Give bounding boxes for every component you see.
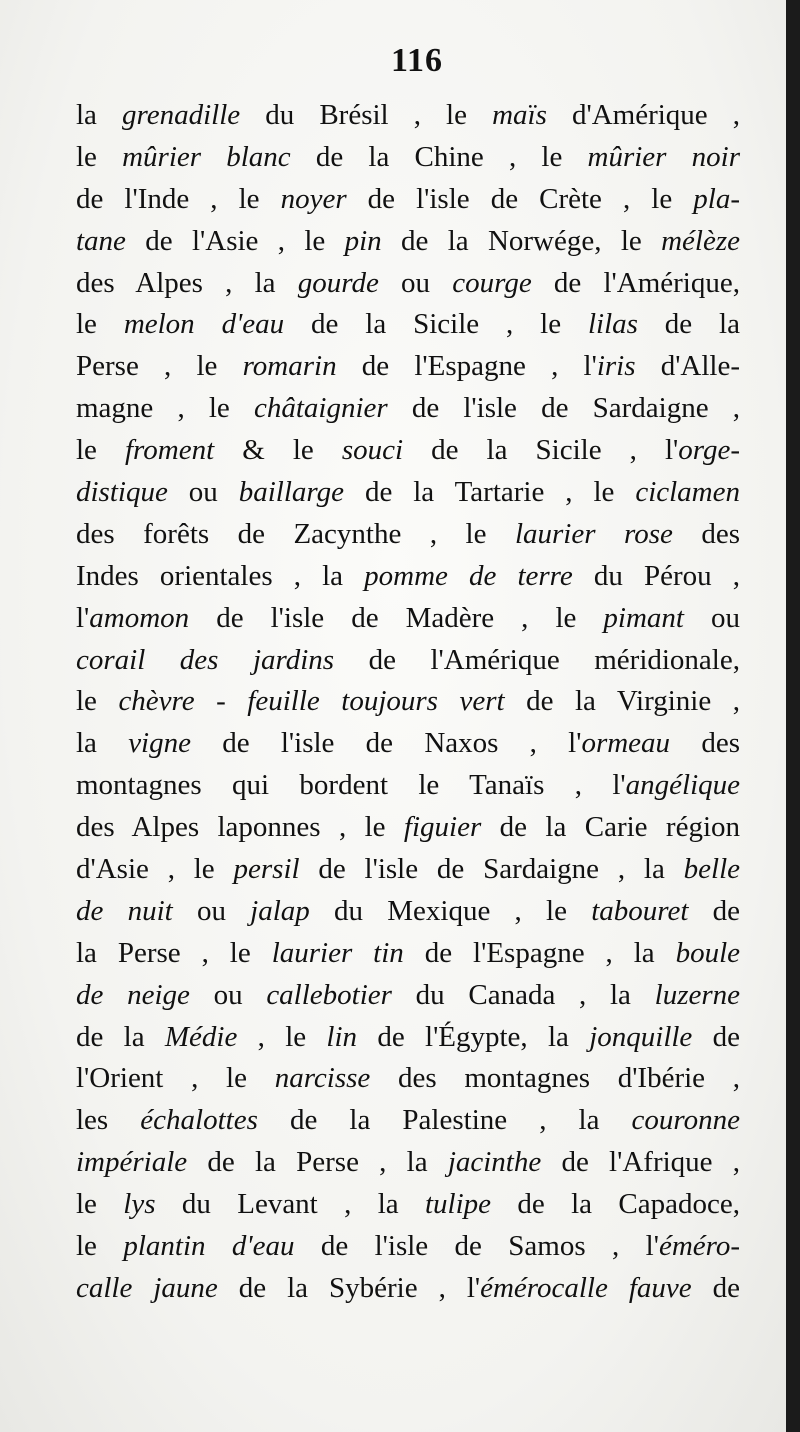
text-segment: des Alpes , la: [76, 266, 298, 299]
text-line: [76, 849, 740, 891]
italic-plant-name: melon d'eau: [123, 308, 285, 341]
text-line: [76, 221, 740, 263]
italic-plant-name: figuier: [403, 811, 482, 844]
text-segment: de la: [76, 1020, 165, 1053]
text-line: [76, 179, 740, 221]
text-segment: de: [691, 1271, 741, 1304]
text-segment: la Perse , le: [76, 936, 272, 969]
italic-plant-name: mûrier noir: [587, 140, 740, 173]
text-segment: de l'isle de Crète , le: [346, 182, 694, 215]
italic-plant-name: lys: [123, 1188, 156, 1221]
italic-plant-name: échalottes: [140, 1104, 258, 1137]
text-segment: d'Asie , le: [76, 853, 234, 886]
italic-plant-name: vigne: [128, 727, 191, 760]
text-segment: de l'isle de Sardaigne ,: [387, 392, 740, 425]
text-line: [76, 598, 740, 640]
italic-plant-name: tane: [76, 224, 126, 257]
italic-plant-name: froment: [125, 434, 215, 467]
text-segment: ou: [378, 266, 453, 299]
text-segment: du Mexique , le: [309, 894, 592, 927]
page-number: 116: [390, 42, 444, 79]
text-segment: de: [692, 1020, 740, 1053]
text-segment: de la Palestine , la: [257, 1104, 632, 1137]
text-line: [76, 723, 740, 765]
text-segment: de la Virginie ,: [504, 685, 740, 718]
italic-plant-name: de nuit: [76, 894, 173, 927]
italic-plant-name: baillarge: [238, 476, 344, 509]
italic-plant-name: persil: [233, 853, 300, 886]
text-segment: les: [76, 1104, 141, 1137]
text-segment: magne , le: [76, 392, 254, 425]
italic-plant-name: distique: [76, 476, 168, 509]
italic-plant-name: mûrier blanc: [122, 140, 291, 173]
text-segment: Indes orientales , la: [76, 559, 365, 592]
text-segment: ou: [172, 894, 251, 927]
text-segment: du Brésil , le: [240, 99, 493, 131]
text-segment: de l'Espagne , l': [336, 350, 597, 383]
italic-plant-name: laurier rose: [514, 517, 673, 550]
italic-plant-name: luzerne: [654, 978, 741, 1011]
text-segment: de l'Amérique,: [531, 266, 740, 299]
italic-plant-name: jacinthe: [447, 1146, 542, 1179]
text-segment: montagnes qui bordent le Tanaïs , l': [76, 769, 626, 802]
text-segment: le: [76, 434, 125, 467]
text-segment: de la Norwége, le: [381, 224, 662, 257]
text-segment: de la Chine , le: [290, 140, 588, 173]
italic-plant-name: amomon: [89, 601, 190, 634]
text-segment: de l'Égypte, la: [357, 1020, 590, 1053]
text-segment: de la Sybérie , l': [217, 1271, 481, 1304]
italic-plant-name: iris: [596, 350, 636, 383]
text-segment: le: [76, 1230, 124, 1263]
italic-plant-name: impériale: [76, 1146, 188, 1179]
text-segment: de l'isle de Samos , l': [294, 1230, 659, 1263]
text-segment: des Alpes laponnes , le: [76, 811, 404, 844]
text-segment: le: [76, 140, 123, 173]
text-segment: de la Carie région: [481, 811, 741, 844]
italic-plant-name: courge: [452, 266, 532, 299]
text-line: [76, 514, 740, 556]
italic-plant-name: jonquille: [589, 1020, 693, 1053]
text-segment: de la Perse , la: [187, 1146, 448, 1179]
italic-plant-name: ormeau: [581, 727, 671, 760]
italic-plant-name: pomme de terre: [364, 559, 573, 592]
page-gutter-shadow: [786, 0, 800, 1432]
text-line: [76, 1184, 740, 1226]
text-segment: d'Amérique ,: [546, 99, 740, 131]
text-segment: la: [76, 99, 123, 131]
italic-plant-name: plantin d'eau: [123, 1230, 295, 1263]
text-segment: le: [76, 685, 119, 718]
text-segment: & le: [214, 434, 342, 467]
text-segment: , le: [237, 1020, 327, 1053]
text-segment: de la Tartarie , le: [344, 476, 636, 509]
text-segment: de l'Espagne , la: [403, 936, 676, 969]
text-line: [76, 681, 740, 723]
italic-plant-name: lin: [326, 1020, 358, 1053]
text-segment: de la Sicile , le: [284, 308, 588, 341]
italic-plant-name: ciclamen: [635, 476, 740, 509]
text-line: [76, 1142, 740, 1184]
italic-plant-name: lilas: [587, 308, 638, 341]
text-line: [76, 137, 740, 179]
italic-plant-name: éméro-: [658, 1230, 741, 1263]
text-segment: ou: [167, 476, 239, 509]
text-line: [76, 430, 740, 472]
text-segment: de la: [637, 308, 740, 341]
italic-plant-name: émérocalle fauve: [480, 1271, 692, 1304]
italic-plant-name: souci: [341, 434, 404, 467]
text-segment: la: [76, 727, 129, 760]
italic-plant-name: grenadille: [122, 99, 241, 131]
text-line: [76, 263, 740, 305]
italic-plant-name: corail des jardins: [76, 643, 335, 676]
text-segment: le: [76, 308, 124, 341]
text-line: [76, 1226, 740, 1268]
text-segment: Perse , le: [76, 350, 243, 383]
italic-plant-name: callebotier: [266, 978, 392, 1011]
text-line: [76, 556, 740, 598]
italic-plant-name: de neige: [76, 978, 190, 1011]
text-segment: de l'Inde , le: [76, 182, 281, 215]
italic-plant-name: laurier tin: [271, 936, 404, 969]
text-line: [76, 807, 740, 849]
italic-plant-name: boule: [675, 936, 741, 969]
italic-plant-name: tulipe: [425, 1188, 492, 1221]
text-line: [76, 640, 740, 682]
text-line: [76, 304, 740, 346]
text-segment: des: [670, 727, 740, 760]
italic-plant-name: romarin: [242, 350, 337, 383]
text-segment: du Canada , la: [391, 978, 655, 1011]
italic-plant-name: pin: [344, 224, 382, 257]
text-segment: du Levant , la: [155, 1188, 425, 1221]
text-segment: de l'Asie , le: [125, 224, 345, 257]
text-segment: des: [672, 517, 740, 550]
italic-plant-name: chèvre - feuille toujours vert: [118, 685, 505, 718]
italic-plant-name: couronne: [631, 1104, 740, 1137]
text-line: [76, 891, 740, 933]
text-line: [76, 1017, 740, 1059]
italic-plant-name: mélèze: [661, 224, 740, 257]
text-line: [76, 95, 740, 137]
text-segment: l'Orient , le: [76, 1062, 275, 1095]
text-segment: ou: [683, 601, 740, 634]
italic-plant-name: jalap: [250, 894, 310, 927]
italic-plant-name: gourde: [297, 266, 379, 299]
italic-plant-name: orge-: [678, 434, 740, 467]
text-segment: des forêts de Zacynthe , le: [76, 517, 515, 550]
text-segment: du Pérou ,: [572, 559, 740, 592]
text-line: [76, 472, 740, 514]
text-line: [76, 933, 740, 975]
italic-plant-name: narcisse: [274, 1062, 371, 1095]
text-segment: de la Sicile , l': [403, 434, 679, 467]
text-line: [76, 388, 740, 430]
italic-plant-name: Médie: [164, 1020, 238, 1053]
italic-plant-name: châtaignier: [253, 392, 388, 425]
text-segment: de: [688, 894, 741, 927]
italic-plant-name: noyer: [280, 182, 347, 215]
text-line: [76, 1100, 740, 1142]
italic-plant-name: tabouret: [591, 894, 689, 927]
text-line: [76, 975, 740, 1017]
italic-plant-name: pla-: [693, 182, 740, 215]
text-segment: de l'Amérique méridionale,: [334, 643, 740, 676]
text-segment: d'Alle-: [635, 350, 741, 383]
text-segment: de l'Afrique ,: [541, 1146, 741, 1179]
italic-plant-name: angélique: [625, 769, 740, 802]
italic-plant-name: maïs: [492, 99, 547, 131]
text-segment: de la Capadoce,: [491, 1188, 740, 1221]
italic-plant-name: belle: [683, 853, 741, 886]
text-segment: ou: [189, 978, 267, 1011]
italic-plant-name: pimant: [603, 601, 684, 634]
text-line: [76, 765, 740, 807]
text-segment: de l'isle de Madère , le: [189, 601, 604, 634]
text-line: [76, 346, 740, 388]
text-line: [76, 1058, 740, 1100]
text-segment: des montagnes d'Ibérie ,: [370, 1062, 741, 1095]
text-segment: le: [76, 1188, 124, 1221]
text-segment: de l'isle de Naxos , l': [191, 727, 582, 760]
text-segment: l': [76, 601, 90, 634]
body-text: [76, 95, 740, 1310]
italic-plant-name: calle jaune: [76, 1271, 218, 1304]
text-line: [76, 1268, 740, 1310]
text-segment: de l'isle de Sardaigne , la: [299, 853, 684, 886]
